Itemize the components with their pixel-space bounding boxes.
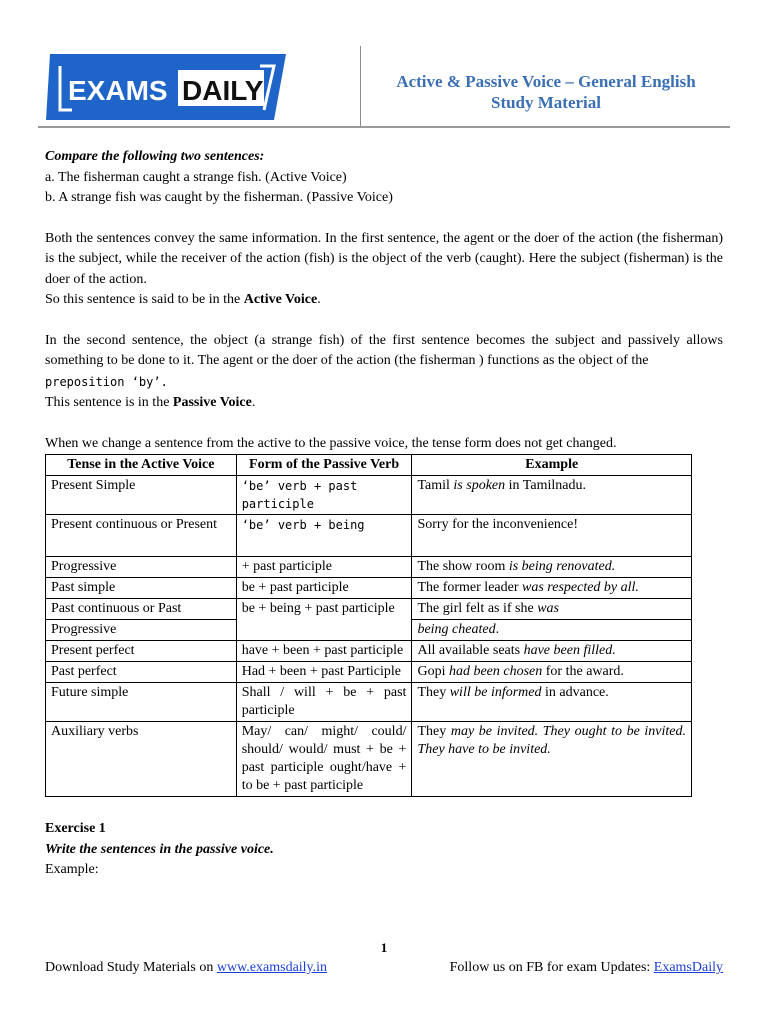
form-cell: have + been + past participle: [236, 641, 412, 662]
table-row: [46, 515, 692, 557]
paragraph-1: Both the sentences convey the same information. In the first sentence, the agent or the doer of the action (the fisherman) is the subject, while the receiver of the action (fish) is the object of the verb (caught). Here the subject (fisherman) is the doer of the action.: [45, 230, 723, 287]
header-divider-horizontal: [38, 126, 730, 128]
example-cell: The former leader was respected by all.: [412, 578, 692, 599]
website-link[interactable]: www.examsdaily.in: [216, 960, 328, 975]
intro-heading: Compare the following two sentences:: [45, 149, 265, 164]
exercise-instruction: Write the sentences in the passive voice.: [45, 841, 274, 857]
example-cell: The girl felt as if she was: [412, 599, 692, 620]
header-divider-vertical: [360, 46, 361, 128]
exercise-title: Exercise 1: [45, 821, 106, 836]
title-line-1: Active & Passive Voice – General English: [396, 72, 696, 91]
page-header: [0, 0, 768, 130]
tense-cell: Future simple: [46, 683, 237, 722]
tense-cell: Past continuous or Past: [46, 599, 237, 620]
table-row: [46, 722, 692, 797]
example-cell: They will be informed in advance.: [412, 683, 692, 722]
tense-cell: Progressive: [46, 557, 237, 578]
exams-daily-logo: [46, 52, 290, 122]
paragraph-2-conclusion: This sentence is in the Passive Voice.: [45, 395, 256, 410]
facebook-link[interactable]: ExamsDaily: [653, 960, 723, 975]
logo-text-exams: EXAMS: [68, 75, 168, 106]
title-line-2: Study Material: [490, 93, 602, 112]
paragraph-3: When we change a sentence from the active to the passive voice, the tense form does not get changed.: [45, 435, 617, 451]
tense-cell: Present Simple: [46, 476, 237, 515]
table-header: Example: [412, 455, 692, 476]
tense-cell: Past perfect: [46, 662, 237, 683]
form-cell: Had + been + past Participle: [236, 662, 412, 683]
tense-cell: Present continuous or Present: [46, 515, 237, 557]
table-header-row: [46, 455, 692, 476]
table-row: [46, 476, 692, 515]
example-cell: Sorry for the inconvenience!: [412, 515, 692, 557]
document-body: [45, 147, 723, 881]
paragraph-1-conclusion: So this sentence is said to be in the Active Voice.: [45, 292, 321, 307]
example-cell: Tamil is spoken in Tamilnadu.: [412, 476, 692, 515]
form-cell: be + being + past participle: [236, 599, 412, 641]
example-cell: being cheated.: [412, 620, 692, 641]
table-row: [46, 578, 692, 599]
tense-cell: Present perfect: [46, 641, 237, 662]
intro-line-b: b. A strange fish was caught by the fisherman. (Passive Voice): [45, 190, 393, 205]
table-row: [46, 557, 692, 578]
example-cell: The show room is being renovated.: [412, 557, 692, 578]
table-row: [46, 641, 692, 662]
paragraph-2: In the second sentence, the object (a strange fish) of the first sentence becomes the subject and passively allows something to be done to it. The agent or the doer of the action (the fisherman ) functions as the object of the preposition ‘by’.: [45, 332, 723, 389]
exercise-example-label: Example:: [45, 862, 99, 877]
tense-cell: Progressive: [46, 620, 237, 641]
intro-line-a: a. The fisherman caught a strange fish. (Active Voice): [45, 169, 347, 185]
form-cell: be + past participle: [236, 578, 412, 599]
table-row: [46, 599, 692, 620]
logo-text-daily: DAILY: [182, 75, 264, 106]
footer-left: Download Study Materials on www.examsdaily.in: [45, 960, 328, 975]
example-cell: They may be invited. They ought to be invited. They have to be invited.: [412, 722, 692, 797]
tense-cell: Auxiliary verbs: [46, 722, 237, 797]
form-cell: ‘be’ verb + being: [236, 515, 412, 557]
table-row: [46, 683, 692, 722]
tense-cell: Past simple: [46, 578, 237, 599]
footer-right: Follow us on FB for exam Updates: ExamsDaily: [449, 960, 723, 975]
example-cell: All available seats have been filled.: [412, 641, 692, 662]
page-number: 1: [380, 940, 388, 955]
example-cell: Gopi had been chosen for the award.: [412, 662, 692, 683]
form-cell: ‘be’ verb + past participle: [236, 476, 412, 515]
form-cell: May/ can/ might/ could/ should/ would/ must + be + past participle ought/have + to be + past participle: [236, 722, 412, 797]
form-cell: + past participle: [236, 557, 412, 578]
table-row: [46, 662, 692, 683]
voice-table: [45, 454, 692, 797]
table-header: Tense in the Active Voice: [46, 455, 237, 476]
table-header: Form of the Passive Verb: [236, 455, 412, 476]
page-title: [362, 71, 730, 113]
form-cell: Shall / will + be + past participle: [236, 683, 412, 722]
